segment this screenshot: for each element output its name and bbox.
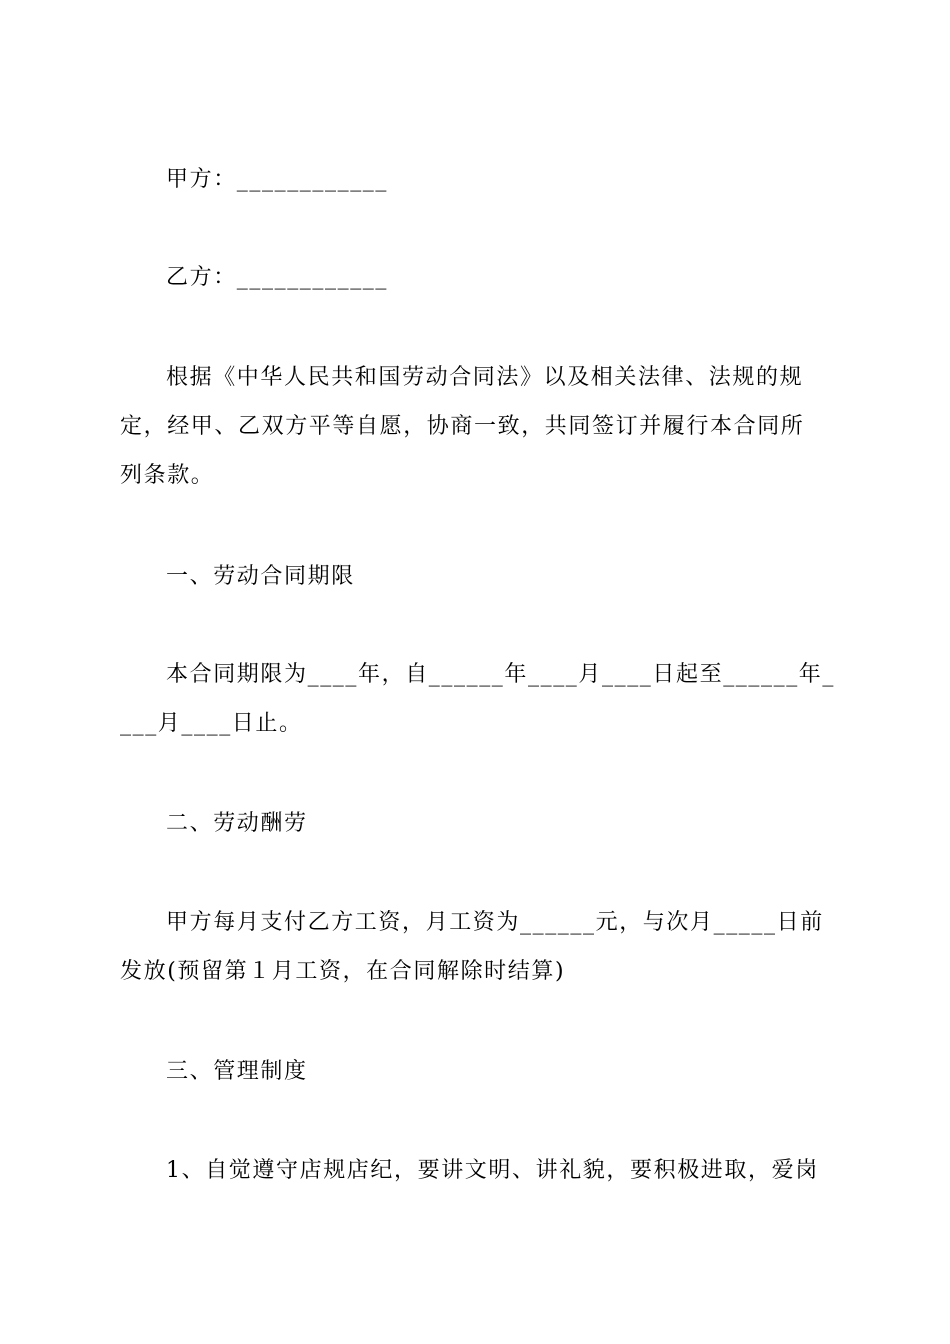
section-heading-term: 一、劳动合同期限 xyxy=(166,564,355,589)
party-b-line: 乙方：____________ xyxy=(166,265,389,290)
pay-line-2: 发放(预留第１月工资，在合同解除时结算) xyxy=(120,959,566,984)
rules-line-1: 1、自觉遵守店规店纪，要讲文明、讲礼貌，要积极进取，爱岗 xyxy=(166,1158,819,1183)
party-a-line: 甲方：____________ xyxy=(166,167,389,192)
term-line-2: ___月____日止。 xyxy=(120,711,303,736)
intro-line-2: 定，经甲、乙双方平等自愿，协商一致，共同签订并履行本合同所 xyxy=(120,414,805,439)
intro-line-3: 列条款。 xyxy=(120,463,215,488)
intro-line-1: 根据《中华人民共和国劳动合同法》以及相关法律、法规的规 xyxy=(166,365,804,390)
pay-line-1: 甲方每月支付乙方工资，月工资为______元，与次月_____日前 xyxy=(166,910,824,935)
term-line-1: 本合同期限为____年，自______年____月____日起至______年_ xyxy=(166,662,836,687)
section-heading-pay: 二、劳动酬劳 xyxy=(166,811,308,836)
section-heading-rules: 三、管理制度 xyxy=(166,1059,308,1084)
